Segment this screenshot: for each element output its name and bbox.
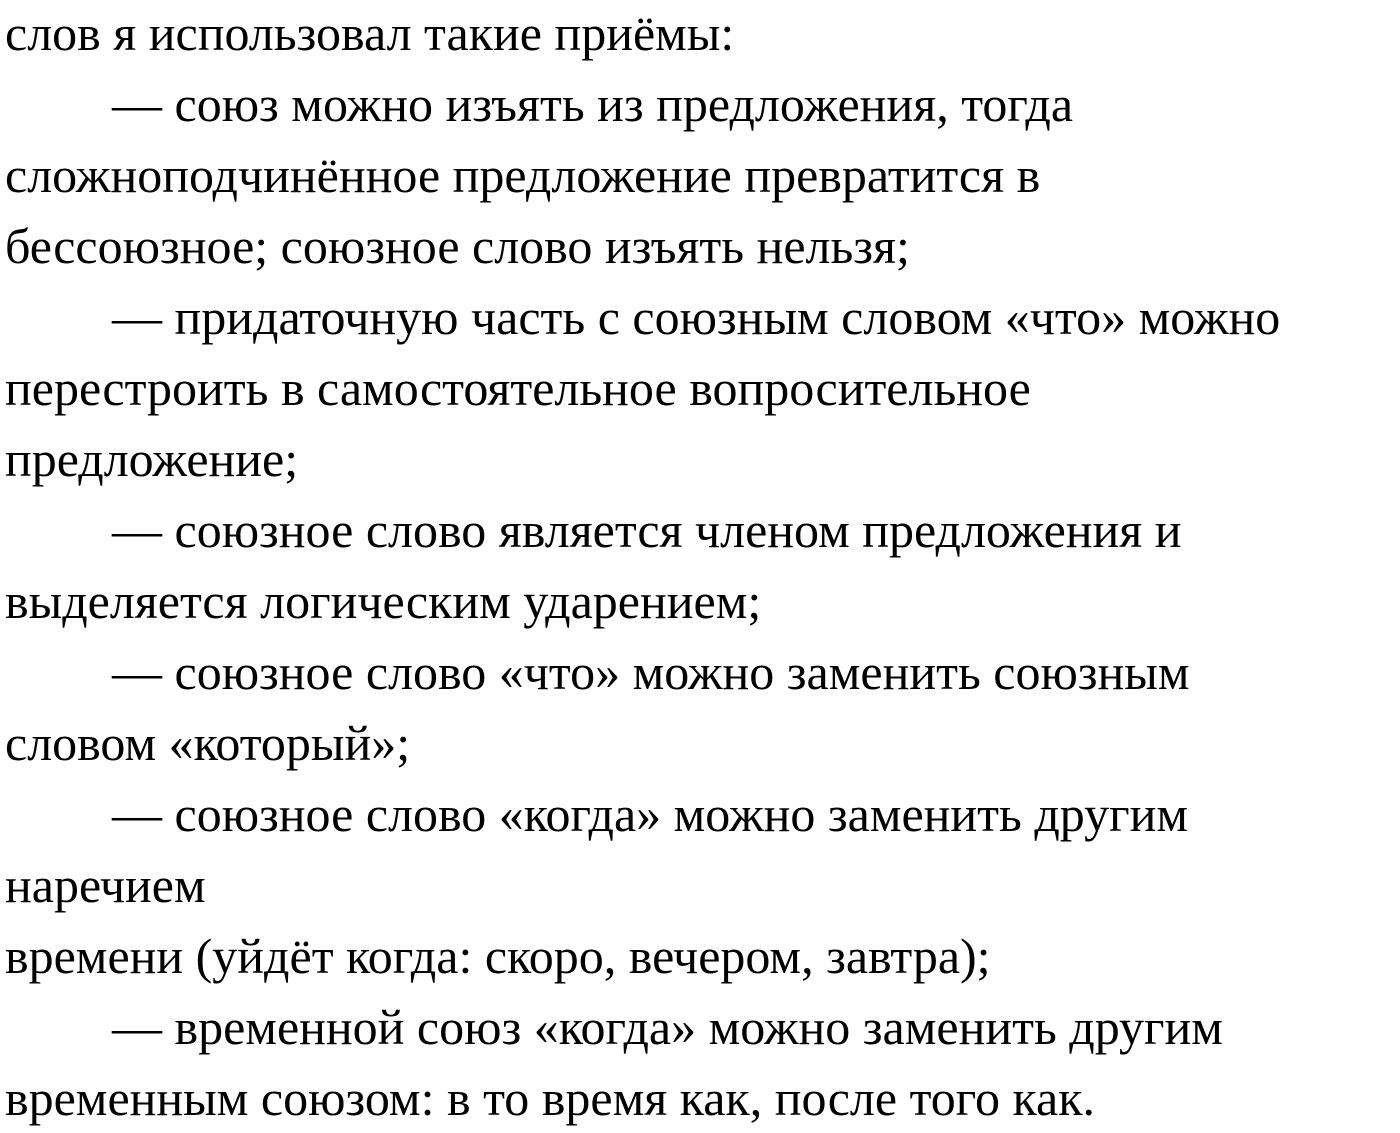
text-line: выделяется логическим ударением;: [5, 573, 762, 629]
list-item-line: — союзное слово является членом предложения и: [112, 502, 1182, 558]
text-line: временным союзом: в то время как, после того как.: [5, 1070, 1096, 1126]
text-line: сложноподчинённое предложение превратится в: [5, 147, 1041, 203]
text-line: предложение;: [5, 431, 299, 487]
text-line: слов я использовал такие приёмы:: [5, 5, 735, 61]
list-item-line: — союзное слово «когда» можно заменить другим: [112, 786, 1189, 842]
text-line: словом «который»;: [5, 715, 411, 771]
list-item-line: — союзное слово «что» можно заменить союзным: [112, 644, 1190, 700]
list-item-line: — союз можно изъять из предложения, тогда: [112, 76, 1074, 132]
list-item-line: — придаточную часть с союзным словом «что» можно: [112, 289, 1281, 345]
text-line: времени (уйдёт когда: скоро, вечером, завтра);: [5, 928, 991, 984]
list-item-line: — временной союз «когда» можно заменить другим: [112, 999, 1223, 1055]
text-line: бессоюзное; союзное слово изъять нельзя;: [5, 218, 910, 274]
text-line: наречием: [5, 857, 206, 913]
text-line: перестроить в самостоятельное вопросительное: [5, 360, 1031, 416]
